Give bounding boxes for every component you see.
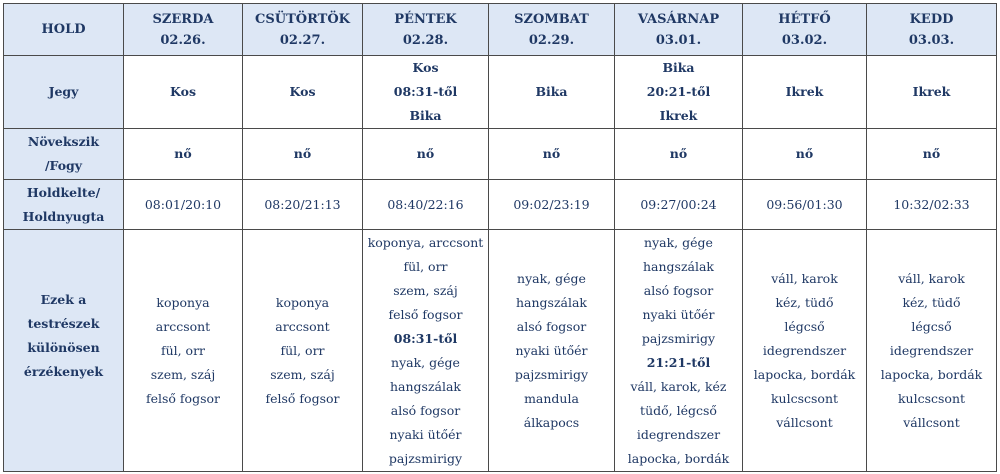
body-parts-cell	[743, 230, 867, 472]
sign-text: Ikrek	[912, 84, 951, 99]
header-row	[4, 4, 997, 56]
row-label-line: különösen	[27, 339, 100, 355]
riseset-cell: 08:01/20:10	[124, 180, 243, 230]
body-part-text: alsó fogsor	[516, 318, 587, 334]
row-label-phase	[4, 129, 124, 180]
day-header	[243, 4, 363, 56]
day-date: 03.02.	[781, 32, 828, 48]
sign-change-time: 08:31-től	[393, 84, 458, 99]
phase-cell: nő	[489, 129, 615, 180]
row-label-line: /Fogy	[44, 158, 83, 173]
phase-cell: nő	[867, 129, 997, 180]
row-label-line: érzékenyek	[23, 363, 104, 379]
body-part-text: szem, száj	[393, 282, 458, 298]
body-part-text: pajzsmirigy	[641, 330, 716, 346]
corner-header: HOLD	[4, 4, 124, 56]
body-part-text: tüdő, légcső	[640, 402, 717, 418]
body-part-text: hangszálak	[642, 258, 715, 274]
day-header	[363, 4, 489, 56]
sign-text: Kos	[170, 84, 196, 99]
phase-row	[4, 129, 997, 180]
moon-calendar-table	[3, 3, 997, 472]
body-part-text: álkapocs	[523, 414, 580, 430]
sign-cell	[743, 56, 867, 129]
body-part-text: alsó fogsor	[643, 282, 714, 298]
body-part-text: légcső	[911, 318, 952, 334]
body-part-text: lapocka, bordák	[753, 366, 856, 382]
body-part-text: hangszálak	[389, 378, 462, 394]
sign-text: Bika	[662, 60, 695, 75]
body-part-text: szem, száj	[270, 366, 335, 382]
phase-cell: nő	[363, 129, 489, 180]
day-name: VASÁRNAP	[637, 11, 720, 27]
day-name: CSÜTÖRTÖK	[255, 11, 350, 27]
riseset-row	[4, 180, 997, 230]
body-part-text: koponya	[275, 294, 330, 310]
sign-change-time: 20:21-től	[646, 84, 711, 99]
body-part-text: váll, karok	[898, 270, 965, 286]
sign-text: Ikrek	[659, 108, 698, 123]
sign-cell	[243, 56, 363, 129]
body-parts-change-time: 21:21-től	[646, 354, 711, 370]
phase-cell: nő	[615, 129, 743, 180]
day-header	[615, 4, 743, 56]
row-label-riseset	[4, 180, 124, 230]
sign-text: Ikrek	[785, 84, 824, 99]
body-parts-row	[4, 230, 997, 472]
day-header	[489, 4, 615, 56]
row-label-line: Holdnyugta	[22, 208, 105, 224]
body-parts-change-time: 08:31-től	[393, 330, 458, 346]
body-part-text: nyaki ütőér	[389, 426, 462, 442]
body-part-text: koponya, arccsont	[367, 234, 484, 250]
body-part-text: felső fogsor	[145, 390, 220, 406]
body-part-text: nyak, gége	[517, 270, 586, 286]
riseset-cell: 10:32/02:33	[867, 180, 997, 230]
body-part-text: vállcsont	[903, 414, 960, 430]
day-date: 02.27.	[279, 32, 326, 48]
sign-text: Bika	[409, 108, 442, 123]
day-name: HÉTFŐ	[778, 11, 831, 27]
body-part-text: fül, orr	[403, 258, 448, 274]
day-header	[743, 4, 867, 56]
body-part-text: váll, karok	[771, 270, 838, 286]
row-label-line: testrészek	[27, 315, 100, 331]
body-parts-cell	[615, 230, 743, 472]
row-label-line: Holdkelte/	[26, 184, 101, 200]
row-label-line: Jegy	[48, 84, 79, 99]
body-part-text: pajzsmirigy	[388, 450, 463, 466]
body-part-text: fül, orr	[280, 342, 325, 358]
body-part-text: szem, száj	[150, 366, 216, 382]
body-part-text: lapocka, bordák	[627, 450, 730, 466]
body-part-text: idegrendszer	[636, 426, 721, 442]
day-date: 03.03.	[908, 32, 955, 48]
body-parts-cell	[124, 230, 243, 472]
body-part-text: váll, karok, kéz	[630, 378, 727, 394]
body-part-text: hangszálak	[515, 294, 588, 310]
sign-cell	[363, 56, 489, 129]
body-part-text: fül, orr	[160, 342, 206, 358]
body-part-text: légcső	[784, 318, 825, 334]
body-part-text: koponya	[156, 294, 210, 310]
body-part-text: kulcscsont	[770, 390, 839, 406]
body-parts-cell	[489, 230, 615, 472]
body-part-text: idegrendszer	[762, 342, 847, 358]
day-name: SZERDA	[152, 11, 214, 27]
row-label-line: Növekszik	[27, 134, 100, 149]
sign-cell	[867, 56, 997, 129]
sign-cell	[124, 56, 243, 129]
phase-cell: nő	[124, 129, 243, 180]
body-part-text: alsó fogsor	[390, 402, 461, 418]
day-header	[124, 4, 243, 56]
day-date: 03.01.	[655, 32, 702, 48]
body-part-text: idegrendszer	[889, 342, 974, 358]
riseset-cell: 08:40/22:16	[363, 180, 489, 230]
body-part-text: pajzsmirigy	[514, 366, 589, 382]
day-header	[867, 4, 997, 56]
body-part-text: arccsont	[155, 318, 211, 334]
body-part-text: mandula	[524, 390, 579, 406]
riseset-cell: 09:02/23:19	[489, 180, 615, 230]
riseset-cell: 09:27/00:24	[615, 180, 743, 230]
sign-cell	[615, 56, 743, 129]
body-part-text: arccsont	[275, 318, 330, 334]
body-part-text: kéz, tüdő	[902, 294, 961, 310]
body-part-text: felső fogsor	[265, 390, 340, 406]
body-part-text: kéz, tüdő	[775, 294, 834, 310]
sign-cell	[489, 56, 615, 129]
body-part-text: nyaki ütőér	[642, 306, 715, 322]
day-name: SZOMBAT	[514, 11, 589, 27]
day-date: 02.28.	[402, 32, 449, 48]
body-part-text: felső fogsor	[388, 306, 463, 322]
row-label-sign	[4, 56, 124, 129]
day-date: 02.26.	[160, 32, 206, 48]
row-label-line: Ezek a	[40, 291, 87, 307]
body-parts-cell	[363, 230, 489, 472]
body-part-text: nyak, gége	[644, 234, 713, 250]
day-date: 02.29.	[528, 32, 575, 48]
body-part-text: nyaki ütőér	[515, 342, 588, 358]
sign-row	[4, 56, 997, 129]
day-name: KEDD	[909, 11, 954, 27]
sign-text: Kos	[412, 60, 439, 75]
row-label-body-parts	[4, 230, 124, 472]
body-part-text: vállcsont	[776, 414, 833, 430]
riseset-cell: 09:56/01:30	[743, 180, 867, 230]
sign-text: Kos	[289, 84, 316, 99]
phase-cell: nő	[243, 129, 363, 180]
day-name: PÉNTEK	[394, 11, 457, 27]
sign-text: Bika	[535, 84, 568, 99]
body-part-text: lapocka, bordák	[880, 366, 983, 382]
body-part-text: kulcscsont	[897, 390, 966, 406]
phase-cell: nő	[743, 129, 867, 180]
body-parts-cell	[243, 230, 363, 472]
body-part-text: nyak, gége	[391, 354, 460, 370]
riseset-cell: 08:20/21:13	[243, 180, 363, 230]
body-parts-cell	[867, 230, 997, 472]
